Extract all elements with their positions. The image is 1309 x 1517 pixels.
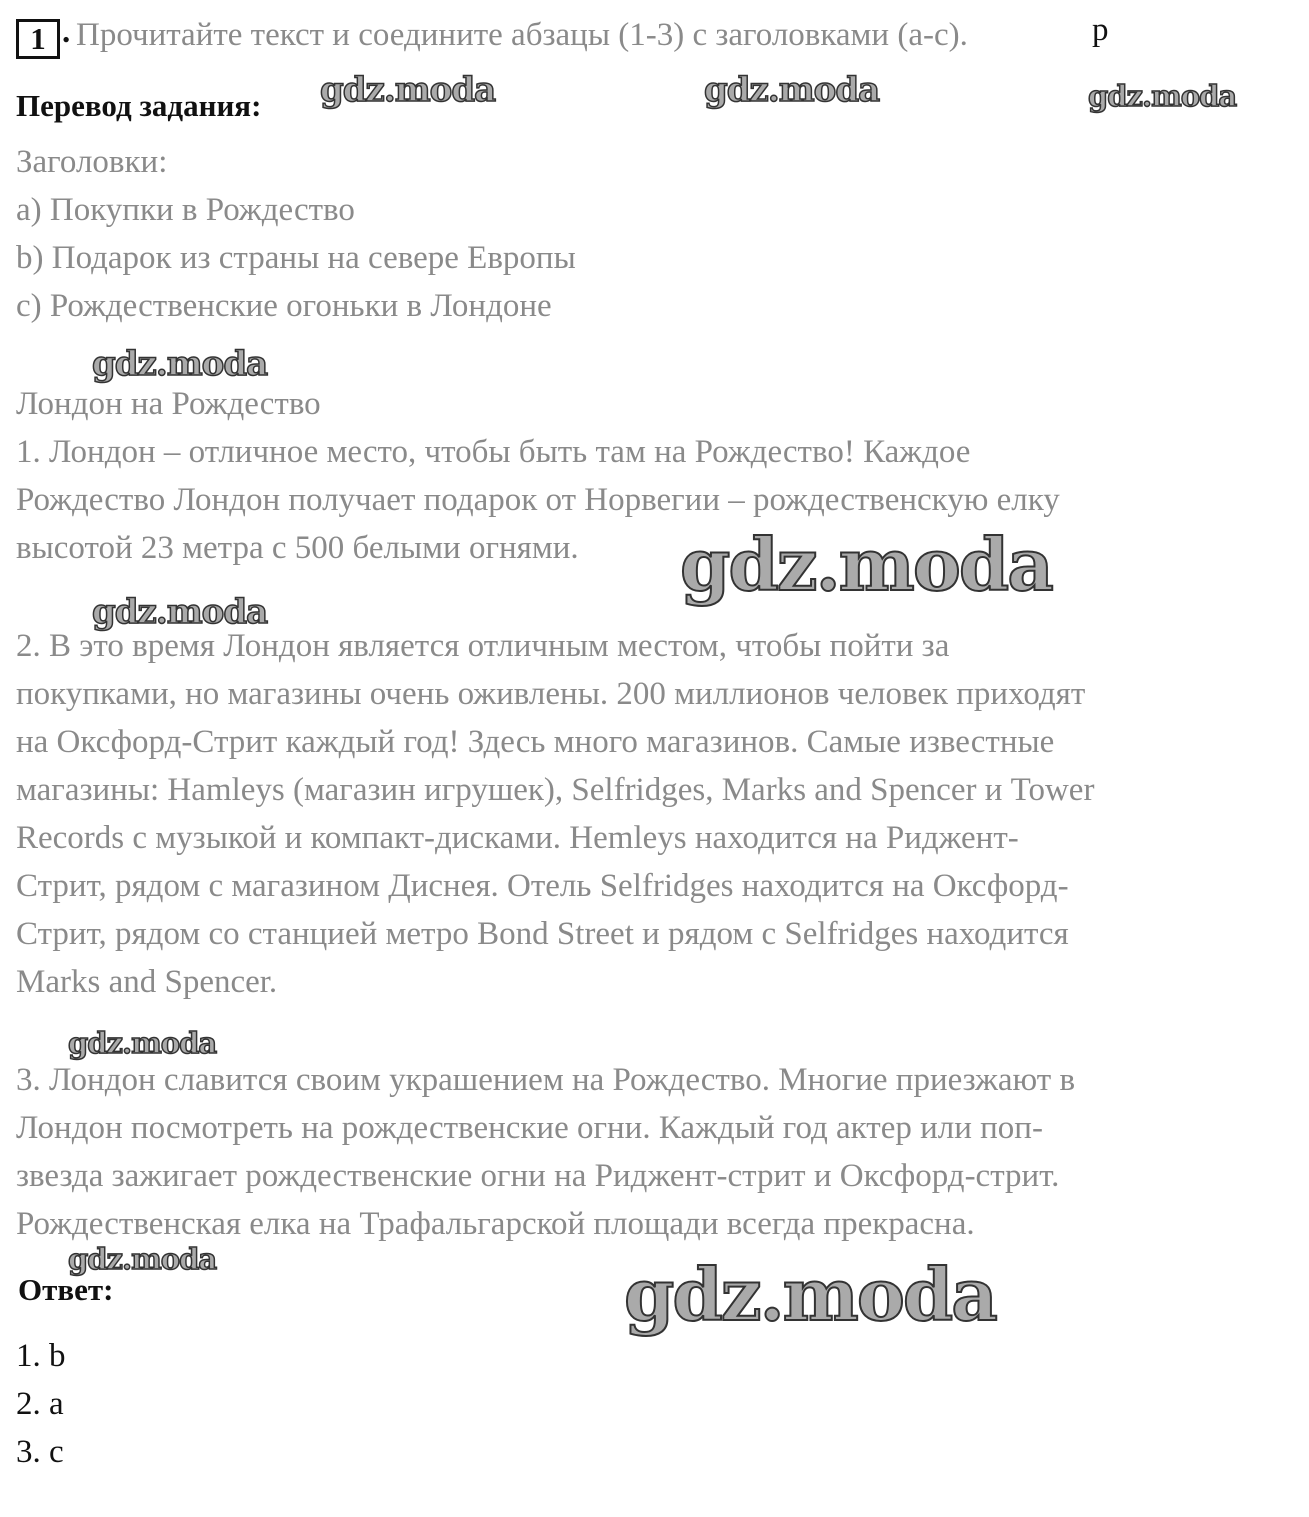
- paragraph1-line: высотой 23 метра с 500 белыми огнями.: [16, 530, 579, 566]
- paragraph1-line: Рождество Лондон получает подарок от Норвегии – рождественскую елку: [16, 482, 1060, 518]
- translation-heading: Перевод задания:: [16, 88, 262, 123]
- paragraph2-line: Marks and Spencer.: [16, 964, 278, 1000]
- paragraph1-line: 1. Лондон – отличное место, чтобы быть там на Рождество! Каждое: [16, 434, 971, 470]
- answer-item-2: 2. a: [16, 1386, 64, 1422]
- heading-item-c: c) Рождественские огоньки в Лондоне: [16, 288, 552, 324]
- paragraph3-line: звезда зажигает рождественские огни на Риджент-стрит и Оксфорд-стрит.: [16, 1158, 1060, 1194]
- watermark: gdz.moda: [68, 1242, 217, 1276]
- paragraph2-line: покупками, но магазины очень оживлены. 200 миллионов человек приходят: [16, 676, 1086, 712]
- paragraph3-line: 3. Лондон славится своим украшением на Рождество. Многие приезжают в: [16, 1062, 1076, 1098]
- answer-item-3: 3. c: [16, 1434, 64, 1470]
- paragraph2-line: Стрит, рядом с магазином Диснея. Отель Selfridges находится на Оксфорд-: [16, 868, 1069, 904]
- heading-item-b: b) Подарок из страны на севере Европы: [16, 240, 576, 276]
- watermark: gdz.moda: [1088, 79, 1237, 113]
- paragraph2-line: Стрит, рядом со станцией метро Bond Street и рядом с Selfridges находится: [16, 916, 1069, 952]
- paragraph2-line: 2. В это время Лондон является отличным местом, чтобы пойти за: [16, 628, 950, 664]
- task-number-box: 1: [16, 19, 60, 59]
- heading-item-a: a) Покупки в Рождество: [16, 192, 355, 228]
- answer-item-1: 1. b: [16, 1338, 66, 1374]
- paragraph2-line: Records с музыкой и компакт-дисками. Hemleys находится на Риджент-: [16, 820, 1019, 856]
- paragraph2-line: магазины: Hamleys (магазин игрушек), Selfridges, Marks and Spencer и Tower: [16, 772, 1095, 808]
- watermark: gdz.moda: [68, 1026, 217, 1060]
- headings-title: Заголовки:: [16, 144, 168, 180]
- watermark: gdz.moda: [680, 522, 1052, 607]
- watermark: gdz.moda: [92, 344, 268, 384]
- text-title: Лондон на Рождество: [16, 386, 321, 422]
- paragraph2-line: на Оксфорд-Стрит каждый год! Здесь много магазинов. Самые известные: [16, 724, 1055, 760]
- paragraph3-line: Рождественская елка на Трафальгарской площади всегда прекрасна.: [16, 1206, 975, 1242]
- task-number-dot: .: [62, 14, 71, 50]
- watermark: gdz.moda: [624, 1252, 996, 1337]
- task-stray-mark: p: [1092, 12, 1109, 48]
- paragraph3-line: Лондон посмотреть на рождественские огни. Каждый год актер или поп-: [16, 1110, 1043, 1146]
- watermark: gdz.moda: [704, 70, 880, 110]
- watermark: gdz.moda: [320, 70, 496, 110]
- watermark: gdz.moda: [92, 592, 268, 632]
- task-instruction: Прочитайте текст и соедините абзацы (1-3) с заголовками (a-c).: [76, 17, 968, 53]
- answer-label: Ответ:: [18, 1272, 114, 1307]
